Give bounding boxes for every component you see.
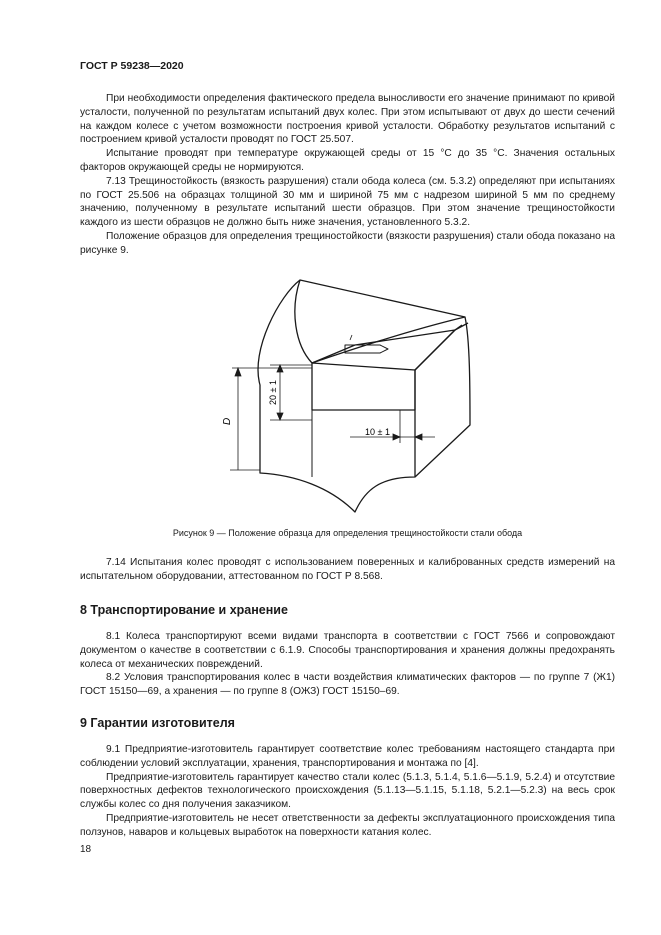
dim-d-label: D <box>222 417 233 425</box>
paragraph: Положение образцов для определения трещиностойкости (вязкости разрушения) стали обода показано на рисунке 9. <box>80 230 615 256</box>
page-number: 18 <box>80 844 92 855</box>
paragraph: Предприятие-изготовитель не несет ответственности за дефекты эксплуатационного происхождения типа ползунов, наваров и кольцевых выработок на поверхности катания колес. <box>80 812 615 838</box>
section-9-text <box>80 743 615 840</box>
paragraph: 9.1 Предприятие-изготовитель гарантирует соответствие колес требованиям настоящего стандарта при соблюдении условий эксплуатации, хранения, транспортирования и монтажа по [4]. <box>80 744 615 769</box>
paragraph: Предприятие-изготовитель гарантирует качество стали колес (5.1.3, 5.1.4, 5.1.6—5.1.9, 5.2.4) и отсутствие поверхностных дефектов технологического происхождения (5.1.13—5.1.15, 5.1.18, 5.2.1—5.2.3) на весь срок службы колес со дня получения заказчиком. <box>80 771 615 811</box>
paragraph: При необходимости определения фактического предела выносливости его значение принимают по кривой усталости, полученной по результатам испытаний двух колес. При этом испытывают от двух до шести сечений на каждом колесе с учетом возможности построения кривой усталости. Обработку результатов испытаний с построением кривой усталости проводят по ГОСТ 25.507. <box>80 93 615 146</box>
rim-right-face <box>415 323 468 477</box>
specimen-front <box>312 363 415 410</box>
specimen-right <box>415 325 462 370</box>
paragraph-7-14-block <box>80 556 615 584</box>
section-8-text <box>80 630 615 699</box>
document-header: ГОСТ Р 59238—2020 <box>80 60 184 72</box>
rim-outline <box>258 280 470 512</box>
paragraph: 8.1 Колеса транспортируют всеми видами транспорта в соответствии с ГОСТ 7566 и сопровождают документом о качестве в соответствии с 6.1.9. Способы транспортирования и хранения должны предохранять колеса от механических повреждений. <box>80 631 615 670</box>
rim-top-edge <box>295 280 465 363</box>
dim-height-label: 20 ± 1 <box>268 380 278 405</box>
figure-9-drawing <box>200 265 500 515</box>
dim-width-label: 10 ± 1 <box>365 427 390 437</box>
paragraph: 7.13 Трещиностойкость (вязкость разрушения) стали обода колеса (см. 5.3.2) определяют при испытаниях по ГОСТ 25.506 на образцах толщиной 30 мм и шириной 75 мм с надрезом шириной 5 мм по среднему значению, полученному в результате испытаний шести образцов. При этом значение трещиностойкости каждого из шести образцов не должно быть ниже значения, установленного 5.3.2. <box>80 175 615 229</box>
section-8-title: 8 Транспортирование и хранение <box>80 603 288 617</box>
section-9-title: 9 Гарантии изготовителя <box>80 716 235 730</box>
paragraph: 8.2 Условия транспортирования колес в части воздействия климатических факторов — по группе 7 (Ж1) ГОСТ 15150—69, а хранения — по группе 8 (ОЖЗ) ГОСТ 15150–69. <box>80 672 615 698</box>
figure-caption: Рисунок 9 — Положение образца для определения трещиностойкости стали обода <box>172 528 523 538</box>
paragraph: 7.14 Испытания колес проводят с использованием поверенных и калиброванных средств измерений на испытательном оборудовании, аттестованном по ГОСТ Р 8.568. <box>80 557 615 582</box>
intro-text <box>80 92 615 258</box>
paragraph: Испытание проводят при температуре окружающей среды от 15 °С до 35 °С. Значения остальных факторов окружающей среды не нормируются. <box>80 148 615 173</box>
